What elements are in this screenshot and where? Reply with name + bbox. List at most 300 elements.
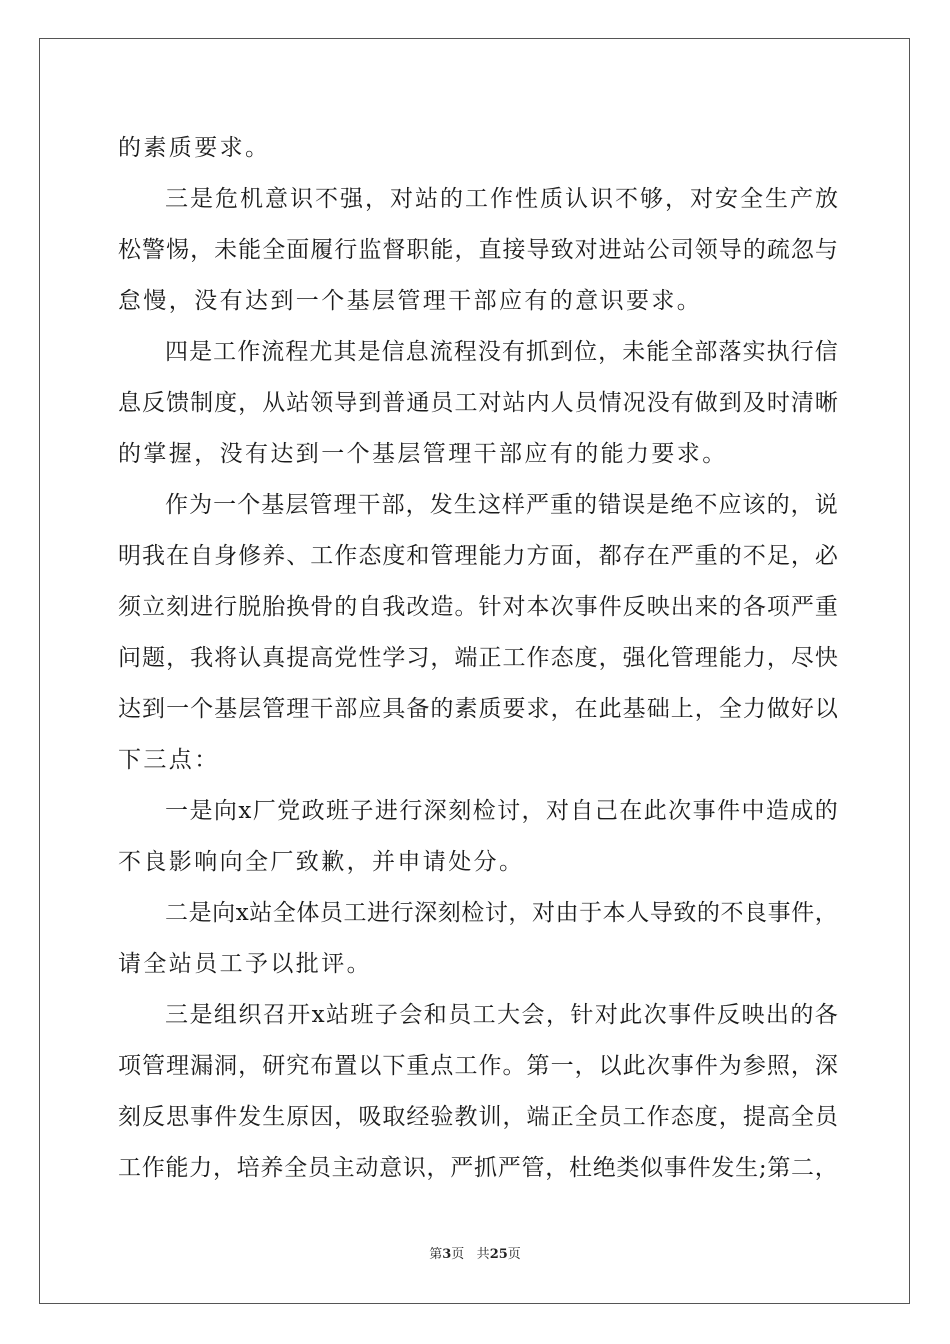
text-glyph: 二 bbox=[165, 900, 188, 926]
text-glyph: 事 bbox=[670, 1053, 694, 1079]
text-glyph: 快 bbox=[814, 645, 838, 671]
text-glyph: 一 bbox=[213, 492, 237, 518]
text-glyph: 端 bbox=[454, 645, 478, 671]
text-glyph: 导 bbox=[526, 237, 550, 263]
text-glyph: 反 bbox=[142, 1104, 166, 1130]
text-line bbox=[118, 1153, 838, 1183]
text-glyph: 开 bbox=[287, 1002, 311, 1028]
text-glyph: 意 bbox=[265, 186, 288, 212]
text-glyph: 本 bbox=[602, 900, 626, 926]
text-glyph: 刻 bbox=[118, 1104, 141, 1130]
text-glyph: 况 bbox=[622, 390, 646, 416]
text-glyph: 的 bbox=[696, 900, 720, 926]
text-glyph: 管 bbox=[521, 1155, 545, 1181]
text-glyph: 作 bbox=[526, 645, 550, 671]
text-glyph: 基 bbox=[261, 492, 285, 518]
text-glyph: 在 bbox=[166, 543, 190, 569]
text-glyph: 对 bbox=[594, 1002, 618, 1028]
text-glyph: ， bbox=[574, 1053, 598, 1079]
text-glyph: 正 bbox=[478, 645, 502, 671]
text-glyph: 站 bbox=[326, 1002, 350, 1028]
text-glyph: 与 bbox=[814, 237, 838, 263]
text-glyph: 能 bbox=[478, 543, 502, 569]
text-glyph: 政 bbox=[301, 798, 325, 824]
text-glyph: 执 bbox=[766, 339, 790, 365]
text-glyph: 其 bbox=[333, 339, 357, 365]
text-glyph: 干 bbox=[357, 492, 381, 518]
text-glyph: 到 bbox=[358, 390, 382, 416]
text-glyph: 力 bbox=[502, 543, 526, 569]
text-glyph: 件 bbox=[687, 1155, 711, 1181]
text-glyph: 求 bbox=[526, 696, 550, 722]
text-glyph: ， bbox=[521, 798, 545, 824]
text-glyph: 重 bbox=[694, 543, 718, 569]
text-glyph: 安 bbox=[715, 186, 738, 212]
text-glyph: 员 bbox=[430, 390, 454, 416]
text-glyph: 程 bbox=[285, 339, 309, 365]
text-glyph: 是 bbox=[190, 186, 213, 212]
text-glyph: 清 bbox=[790, 390, 814, 416]
text-glyph: 行 bbox=[790, 339, 814, 365]
text-glyph: 松 bbox=[118, 237, 141, 263]
text-line: 怠慢，没有达到一个基层管理干部应有的意识要求。 bbox=[118, 288, 703, 314]
text-glyph: 足 bbox=[766, 543, 790, 569]
text-glyph: 的 bbox=[440, 186, 463, 212]
text-glyph: 及 bbox=[742, 390, 766, 416]
text-glyph: 养 bbox=[262, 543, 286, 569]
text-glyph: 训 bbox=[478, 1104, 502, 1130]
text-glyph: 职 bbox=[406, 237, 430, 263]
text-glyph: 骨 bbox=[310, 594, 334, 620]
text-glyph: 刻 bbox=[166, 594, 190, 620]
text-glyph: 普 bbox=[382, 390, 406, 416]
text-glyph: 进 bbox=[374, 798, 398, 824]
text-glyph: 自 bbox=[570, 798, 594, 824]
text-glyph: 性 bbox=[358, 645, 382, 671]
text-glyph: 次 bbox=[550, 594, 574, 620]
text-glyph: 个 bbox=[237, 492, 261, 518]
text-glyph: ， bbox=[454, 237, 478, 263]
text-glyph: 以 bbox=[814, 696, 838, 722]
text-glyph: ， bbox=[508, 900, 532, 926]
text-glyph: 导 bbox=[649, 900, 673, 926]
text-glyph: 党 bbox=[277, 798, 301, 824]
text-glyph: ， bbox=[502, 1104, 526, 1130]
text-glyph: 部 bbox=[381, 492, 405, 518]
text-glyph: 全 bbox=[574, 1104, 598, 1130]
text-glyph: 到 bbox=[718, 390, 742, 416]
text-glyph: 验 bbox=[430, 1104, 454, 1130]
text-glyph: 原 bbox=[286, 1104, 310, 1130]
text-line: 不良影响向全厂致歉，并申请处分。 bbox=[118, 849, 525, 875]
text-glyph: 取 bbox=[382, 1104, 406, 1130]
text-glyph: 的 bbox=[814, 798, 838, 824]
text-glyph: 一 bbox=[166, 696, 190, 722]
text-glyph: ， bbox=[212, 1155, 236, 1181]
page-footer bbox=[0, 1246, 950, 1264]
text-glyph: ， bbox=[790, 492, 814, 518]
text-glyph: 是 bbox=[189, 339, 213, 365]
text-glyph: 班 bbox=[350, 1002, 374, 1028]
text-glyph: 存 bbox=[622, 543, 646, 569]
text-glyph: 作 bbox=[478, 1053, 502, 1079]
text-glyph: 部 bbox=[694, 339, 718, 365]
text-glyph: 深 bbox=[814, 1053, 838, 1079]
text-glyph: 作 bbox=[141, 1155, 165, 1181]
text-glyph: 各 bbox=[742, 594, 766, 620]
text-glyph: 管 bbox=[670, 645, 694, 671]
text-glyph: 理 bbox=[333, 492, 357, 518]
text-glyph: 流 bbox=[261, 339, 285, 365]
text-glyph: 理 bbox=[166, 1053, 190, 1079]
text-glyph: 严 bbox=[525, 492, 549, 518]
text-glyph: 的 bbox=[718, 594, 742, 620]
text-glyph: 真 bbox=[262, 645, 286, 671]
text-glyph: 反 bbox=[142, 390, 166, 416]
text-glyph: 惕 bbox=[166, 237, 190, 263]
text-glyph: 发 bbox=[429, 492, 453, 518]
text-glyph: 说 bbox=[814, 492, 838, 518]
text-glyph: 作 bbox=[646, 1104, 670, 1130]
text-glyph: ， bbox=[814, 1155, 838, 1181]
text-glyph: 行 bbox=[334, 237, 358, 263]
text-glyph: 洞 bbox=[214, 1053, 238, 1079]
text-glyph: 学 bbox=[382, 645, 406, 671]
text-glyph: 员 bbox=[448, 1002, 472, 1028]
text-glyph: 导 bbox=[718, 237, 742, 263]
text-line bbox=[165, 337, 838, 367]
text-glyph: 通 bbox=[406, 390, 430, 416]
text-glyph: ， bbox=[545, 1002, 569, 1028]
text-glyph: 动 bbox=[355, 1155, 379, 1181]
text-glyph: 履 bbox=[310, 237, 334, 263]
text-line bbox=[165, 1000, 838, 1030]
text-glyph: 性 bbox=[515, 186, 538, 212]
text-glyph: ， bbox=[814, 900, 838, 926]
text-glyph: 质 bbox=[478, 696, 502, 722]
text-line bbox=[118, 643, 838, 673]
text-glyph: 备 bbox=[406, 696, 430, 722]
text-glyph: 以 bbox=[358, 1053, 382, 1079]
text-glyph: 站 bbox=[249, 900, 273, 926]
text-glyph: 不 bbox=[615, 186, 638, 212]
total-page-count: 25 bbox=[489, 1247, 508, 1262]
text-glyph: 工 bbox=[213, 339, 237, 365]
text-glyph: 监 bbox=[358, 237, 382, 263]
text-glyph: 能 bbox=[718, 645, 742, 671]
text-glyph: 为 bbox=[189, 492, 213, 518]
text-glyph: x bbox=[235, 900, 249, 926]
text-glyph: 此 bbox=[622, 1053, 646, 1079]
text-glyph: 造 bbox=[765, 798, 789, 824]
text-glyph: 尤 bbox=[309, 339, 333, 365]
text-glyph: 织 bbox=[238, 1002, 262, 1028]
text-glyph: 件 bbox=[694, 1053, 718, 1079]
text-glyph: 态 bbox=[550, 645, 574, 671]
text-glyph: 项 bbox=[766, 594, 790, 620]
text-glyph: 放 bbox=[815, 186, 838, 212]
text-glyph: ， bbox=[790, 543, 814, 569]
footer-page-suffix: 页 bbox=[451, 1247, 465, 1262]
text-glyph: 工 bbox=[343, 900, 367, 926]
text-glyph: 题 bbox=[142, 645, 166, 671]
text-glyph: 事 bbox=[190, 1104, 214, 1130]
text-glyph: 工 bbox=[465, 186, 488, 212]
text-glyph: 司 bbox=[670, 237, 694, 263]
text-glyph: ， bbox=[598, 339, 622, 365]
text-glyph: 是 bbox=[646, 492, 670, 518]
text-glyph: 基 bbox=[214, 696, 238, 722]
text-glyph: 此 bbox=[598, 696, 622, 722]
text-glyph: ， bbox=[545, 1155, 569, 1181]
text-glyph: 程 bbox=[453, 339, 477, 365]
text-glyph: 质 bbox=[540, 186, 563, 212]
text-glyph: 养 bbox=[260, 1155, 284, 1181]
text-glyph: 件 bbox=[717, 798, 741, 824]
text-glyph: 公 bbox=[646, 237, 670, 263]
text-glyph: 站 bbox=[502, 390, 526, 416]
text-glyph: 事 bbox=[574, 594, 598, 620]
text-line: 的素质要求。 bbox=[118, 135, 271, 161]
text-glyph: 做 bbox=[766, 696, 790, 722]
text-glyph: 以 bbox=[598, 1053, 622, 1079]
text-glyph: 行 bbox=[214, 594, 238, 620]
text-glyph: 样 bbox=[501, 492, 525, 518]
text-glyph: 该 bbox=[742, 492, 766, 518]
text-glyph: 达 bbox=[118, 696, 141, 722]
text-glyph: 个 bbox=[190, 696, 214, 722]
text-glyph: 理 bbox=[694, 645, 718, 671]
text-glyph: 行 bbox=[390, 900, 414, 926]
text-glyph: 召 bbox=[262, 1002, 286, 1028]
text-glyph: 机 bbox=[240, 186, 263, 212]
text-glyph: 绝 bbox=[592, 1155, 616, 1181]
text-glyph: 导 bbox=[334, 390, 358, 416]
text-glyph: 端 bbox=[526, 1104, 550, 1130]
text-glyph: 一 bbox=[165, 798, 188, 824]
text-glyph: 做 bbox=[694, 390, 718, 416]
text-glyph: 讨 bbox=[484, 900, 508, 926]
text-glyph: 对 bbox=[502, 594, 526, 620]
text-glyph: 上 bbox=[670, 696, 694, 722]
text-glyph: 生 bbox=[453, 492, 477, 518]
text-glyph: ， bbox=[574, 543, 598, 569]
text-glyph: 够 bbox=[640, 186, 663, 212]
text-glyph: 布 bbox=[310, 1053, 334, 1079]
text-glyph: 工 bbox=[472, 1002, 496, 1028]
text-glyph: 馈 bbox=[166, 390, 190, 416]
text-glyph: 应 bbox=[718, 492, 742, 518]
text-line bbox=[165, 796, 838, 826]
text-glyph: 意 bbox=[379, 1155, 403, 1181]
text-glyph: 事 bbox=[668, 1002, 692, 1028]
text-glyph: 点 bbox=[430, 1053, 454, 1079]
text-glyph: 误 bbox=[622, 492, 646, 518]
text-glyph: 次 bbox=[646, 1053, 670, 1079]
text-glyph: 员 bbox=[307, 1155, 331, 1181]
text-glyph: 修 bbox=[238, 543, 262, 569]
text-glyph: 督 bbox=[382, 237, 406, 263]
text-glyph: 件 bbox=[214, 1104, 238, 1130]
text-glyph: 的 bbox=[574, 492, 598, 518]
text-glyph: 中 bbox=[741, 798, 765, 824]
text-glyph: x bbox=[238, 798, 252, 824]
text-glyph: 事 bbox=[663, 1155, 687, 1181]
text-glyph: 工 bbox=[502, 645, 526, 671]
text-line: 下三点： bbox=[118, 747, 220, 773]
text-glyph: 子 bbox=[350, 798, 374, 824]
text-glyph: 件 bbox=[598, 594, 622, 620]
text-glyph: 严 bbox=[450, 1155, 474, 1181]
text-glyph: 这 bbox=[477, 492, 501, 518]
text-glyph: 出 bbox=[670, 594, 694, 620]
text-glyph: 自 bbox=[358, 594, 382, 620]
text-glyph: 干 bbox=[310, 696, 334, 722]
text-glyph: 胎 bbox=[262, 594, 286, 620]
text-glyph: 下 bbox=[382, 1053, 406, 1079]
text-glyph: 正 bbox=[550, 1104, 574, 1130]
text-glyph: 件 bbox=[692, 1002, 716, 1028]
text-glyph: 不 bbox=[315, 186, 338, 212]
text-glyph: 忽 bbox=[790, 237, 814, 263]
text-glyph: 的 bbox=[766, 492, 790, 518]
text-glyph: 接 bbox=[502, 237, 526, 263]
text-glyph: 化 bbox=[646, 645, 670, 671]
footer-prefix: 第 bbox=[429, 1247, 443, 1262]
text-glyph: ， bbox=[238, 1053, 262, 1079]
text-glyph: 和 bbox=[406, 543, 430, 569]
footer-total-suffix: 页 bbox=[507, 1247, 521, 1262]
text-line bbox=[118, 235, 838, 265]
text-glyph: 进 bbox=[367, 900, 391, 926]
text-glyph: 信 bbox=[814, 339, 838, 365]
text-glyph: 不 bbox=[720, 900, 744, 926]
text-glyph: ， bbox=[790, 1053, 814, 1079]
text-glyph: 生 bbox=[765, 186, 788, 212]
text-glyph: 识 bbox=[590, 186, 613, 212]
text-glyph: 强 bbox=[340, 186, 363, 212]
text-glyph: 映 bbox=[646, 594, 670, 620]
text-glyph: 次 bbox=[643, 1002, 667, 1028]
text-glyph: 培 bbox=[236, 1155, 260, 1181]
text-glyph: 次 bbox=[668, 798, 692, 824]
text-glyph: 此 bbox=[643, 798, 667, 824]
text-glyph: 面 bbox=[550, 543, 574, 569]
text-glyph: 自 bbox=[190, 543, 214, 569]
text-glyph: 都 bbox=[598, 543, 622, 569]
text-glyph: ， bbox=[718, 1104, 742, 1130]
text-line bbox=[118, 1051, 838, 1081]
text-glyph: 项 bbox=[118, 1053, 141, 1079]
text-glyph: 致 bbox=[550, 237, 574, 263]
text-glyph: 改 bbox=[406, 594, 430, 620]
text-glyph: 究 bbox=[286, 1053, 310, 1079]
text-glyph: 事 bbox=[767, 900, 791, 926]
text-glyph: 脱 bbox=[238, 594, 262, 620]
text-glyph: 尽 bbox=[790, 645, 814, 671]
text-glyph: 检 bbox=[472, 798, 496, 824]
current-page-number: 3 bbox=[442, 1247, 452, 1262]
text-glyph: 来 bbox=[694, 594, 718, 620]
text-glyph: 疏 bbox=[766, 237, 790, 263]
text-glyph: 强 bbox=[622, 645, 646, 671]
text-glyph: 能 bbox=[238, 237, 262, 263]
text-glyph: 流 bbox=[429, 339, 453, 365]
text-glyph: ， bbox=[766, 645, 790, 671]
text-glyph: 没 bbox=[646, 390, 670, 416]
text-glyph: 错 bbox=[598, 492, 622, 518]
text-glyph: 识 bbox=[290, 186, 313, 212]
text-glyph: 会 bbox=[399, 1002, 423, 1028]
text-glyph: 全 bbox=[740, 186, 763, 212]
text-glyph: 全 bbox=[718, 696, 742, 722]
text-glyph: 应 bbox=[358, 696, 382, 722]
text-glyph: 层 bbox=[238, 696, 262, 722]
text-glyph: 生 bbox=[735, 1155, 759, 1181]
text-glyph: 理 bbox=[454, 543, 478, 569]
text-glyph: 全 bbox=[670, 339, 694, 365]
text-glyph: 置 bbox=[334, 1053, 358, 1079]
text-glyph: 有 bbox=[670, 390, 694, 416]
text-glyph: ， bbox=[238, 390, 262, 416]
text-glyph: 管 bbox=[309, 492, 333, 518]
text-glyph: 面 bbox=[286, 237, 310, 263]
text-glyph: 第 bbox=[526, 1053, 550, 1079]
text-glyph: 致 bbox=[673, 900, 697, 926]
text-glyph: 严 bbox=[670, 543, 694, 569]
text-glyph: 制 bbox=[190, 390, 214, 416]
text-glyph: 和 bbox=[423, 1002, 447, 1028]
text-glyph: 深 bbox=[423, 798, 447, 824]
text-glyph: ， bbox=[365, 186, 388, 212]
text-glyph: 大 bbox=[497, 1002, 521, 1028]
text-glyph: 各 bbox=[814, 1002, 838, 1028]
text-glyph: 是 bbox=[189, 1002, 213, 1028]
text-glyph: 我 bbox=[382, 594, 406, 620]
text-glyph: 能 bbox=[430, 237, 454, 263]
text-glyph: 事 bbox=[692, 798, 716, 824]
text-glyph: 党 bbox=[334, 645, 358, 671]
text-glyph: 未 bbox=[214, 237, 238, 263]
text-glyph: 素 bbox=[454, 696, 478, 722]
text-glyph: 站 bbox=[286, 390, 310, 416]
text-glyph: 针 bbox=[570, 1002, 594, 1028]
text-glyph: 息 bbox=[405, 339, 429, 365]
text-glyph: 进 bbox=[190, 594, 214, 620]
text-glyph: 要 bbox=[502, 696, 526, 722]
text-line: 请全站员工予以批评。 bbox=[118, 951, 372, 977]
text-glyph: 员 bbox=[319, 900, 343, 926]
text-glyph: 度 bbox=[694, 1104, 718, 1130]
text-glyph: ， bbox=[426, 1155, 450, 1181]
text-glyph: 识 bbox=[402, 1155, 426, 1181]
text-glyph: ， bbox=[334, 1104, 358, 1130]
text-glyph: 具 bbox=[382, 696, 406, 722]
text-glyph: 领 bbox=[694, 237, 718, 263]
text-glyph: 习 bbox=[406, 645, 430, 671]
text-glyph: 问 bbox=[118, 645, 141, 671]
text-glyph: 严 bbox=[497, 1155, 521, 1181]
text-glyph: ， bbox=[190, 237, 214, 263]
text-glyph: 体 bbox=[296, 900, 320, 926]
text-glyph: 。 bbox=[502, 1053, 526, 1079]
text-glyph: 好 bbox=[790, 696, 814, 722]
text-glyph: 是 bbox=[188, 900, 212, 926]
text-glyph: 能 bbox=[165, 1155, 189, 1181]
text-glyph: 班 bbox=[326, 798, 350, 824]
text-glyph: 反 bbox=[717, 1002, 741, 1028]
text-glyph: 工 bbox=[622, 1104, 646, 1130]
